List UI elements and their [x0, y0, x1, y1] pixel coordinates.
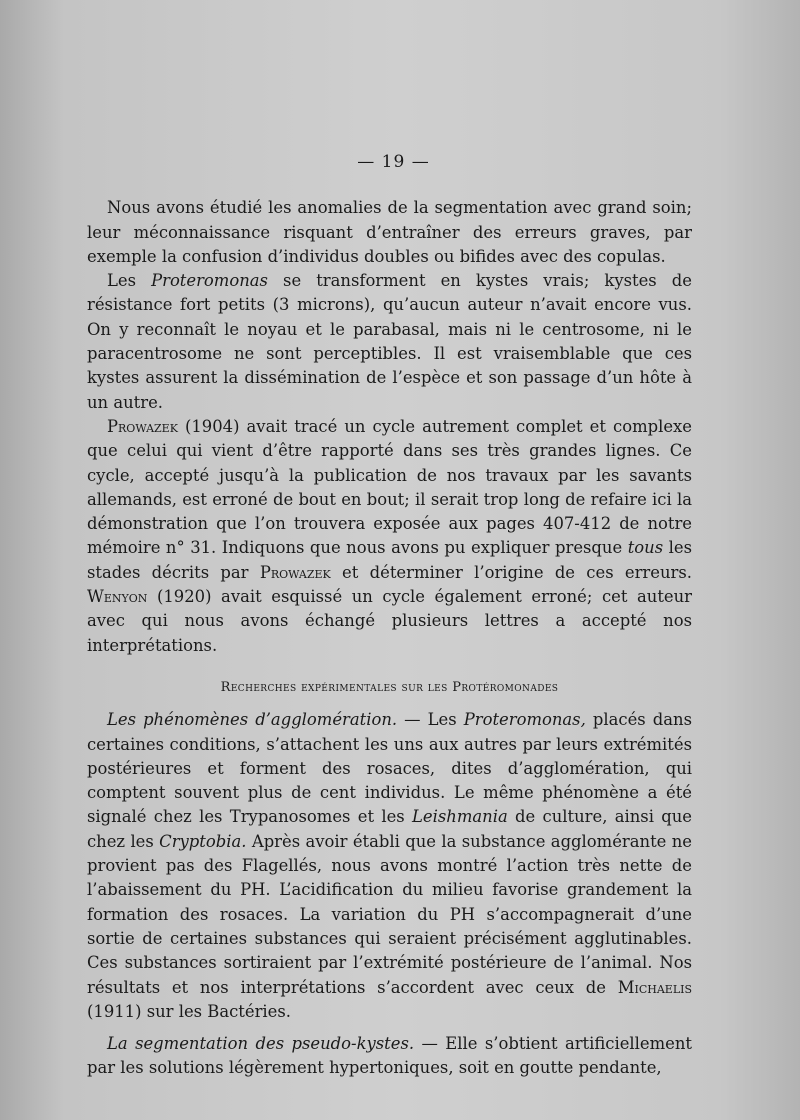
genus-name: Cryptobia. [159, 831, 247, 851]
text-run: placés dans certaines conditions, s’attachent les uns aux autres par leurs extrémités postérieures et forment des rosaces, dites d’agglomération, qui comptent souvent plus de cent individus. Le même phénomène a été signalé chez les Trypanosomes et les [87, 710, 692, 827]
section-heading: Recherches expérimentales sur les Protéromonades [220, 679, 559, 695]
text-run: les stades décrits par [87, 538, 692, 582]
genus-name: Leishmania [412, 807, 508, 827]
paragraph-spacer [87, 1024, 692, 1032]
author-name: Michaelis [617, 977, 692, 997]
emphasis: tous [627, 538, 664, 558]
text-run: de culture, ainsi que chez les [87, 807, 693, 851]
paragraph-segmentation-anomalies: Nous avons étudié les anomalies de la segmentation avec grand soin; leur méconnaissance risquant d’entraîner des erreurs graves, par exemple la confusion d’individus doubles ou bifides avec des copulas. [87, 198, 692, 266]
text-run: (1904) avait tracé un cycle autrement complet et complexe que celui qui vient d’être rapporté dans ses très grandes lignes. Ce cycle, accepté jusqu’à la publication de nos travaux par les savants allemands, est erroné de bout en bout; il serait trop long de refaire ici la démonstration que l’on trouvera exposée aux pages 407-412 de notre mémoire n° 31. Indiquons que nous avons pu expliquer presque [87, 416, 692, 558]
genus-name: Proteromonas [151, 271, 268, 291]
text-run: et déterminer l’origine de ces erreurs. [330, 562, 692, 582]
paragraph-prowazek-cycle [87, 415, 692, 658]
subsection-title: La segmentation des pseudo-kystes. [107, 1034, 415, 1054]
text-run: Les [107, 271, 152, 291]
text-run: (1911) sur les Bactéries. [87, 1001, 291, 1021]
paragraph-pseudo-kystes [87, 1032, 692, 1081]
paragraph-kystes [87, 269, 692, 415]
page-number: — 19 — [357, 152, 430, 172]
subsection-title: Les phénomènes d’agglomération. [107, 710, 398, 730]
text-run: — Les [397, 710, 464, 730]
page-content [87, 150, 692, 1081]
section-spacer [87, 658, 692, 676]
author-name: Prowazek [259, 562, 331, 582]
text-run: — Elle s’obtient artificiellement par les solutions légèrement hypertoniques, soit en goutte pendante, [87, 1034, 692, 1078]
genus-name: Proteromonas, [463, 710, 586, 730]
text-run: Après avoir établi que la substance agglomérante ne provient pas des Flagellés, nous avons montré l’action très nette de l’abaissement du PH. L’acidification du milieu favorise grandement la formation des rosaces. La variation du PH s’accompagnerait d’une sortie de certaines substances qui seraient précisément agglutinables. Ces substances sortiraient par l’extrémité postérieure de l’animal. Nos résultats et nos interprétations s’accordent avec ceux de [87, 831, 692, 997]
paragraph-agglomeration [87, 708, 692, 1024]
text-run: se transforment en kystes vrais; kystes de résistance fort petits (3 microns), qu’aucun auteur n’avait encore vus. On y reconnaît le noyau et le parabasal, mais ni le centrosome, ni le paracentrosome ne sont perceptibles. Il est vraisemblable que ces kystes assurent la dissémination de l’espèce et son passage d’un hôte à un autre. [87, 271, 692, 412]
text-run: (1920) avait esquissé un cycle également erroné; cet auteur avec qui nous avons échangé plusieurs lettres a accepté nos interprétations. [87, 587, 692, 655]
author-name: Prowazek [107, 416, 178, 436]
author-name: Wenyon [87, 587, 148, 607]
